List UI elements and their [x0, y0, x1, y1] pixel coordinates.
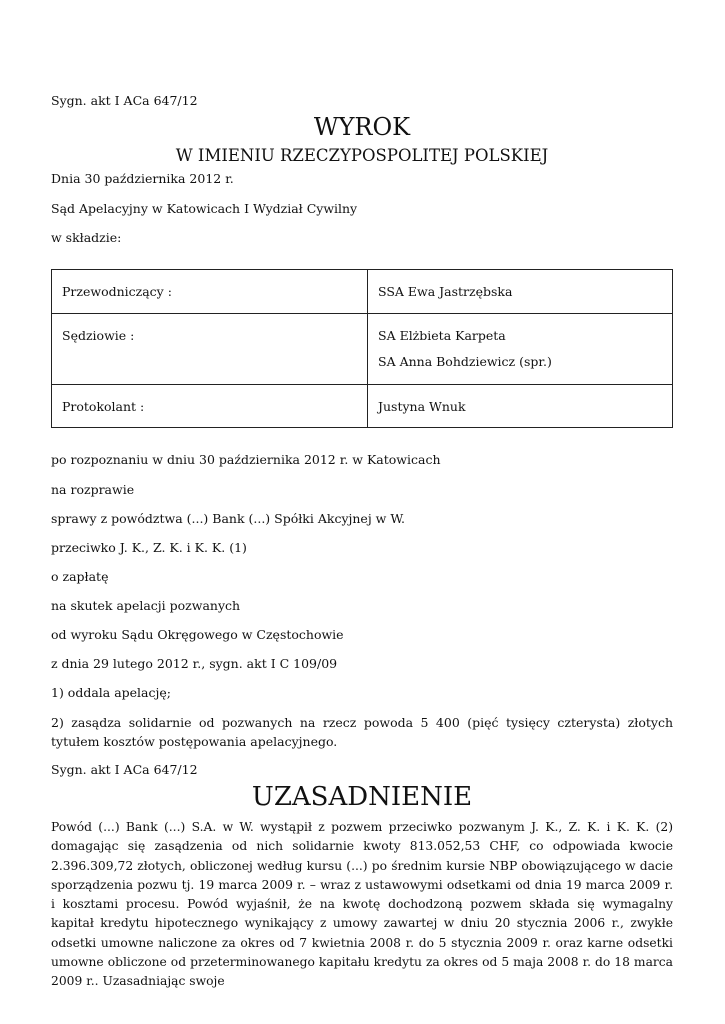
clerk-value-cell — [368, 385, 673, 428]
chair-label-cell — [52, 270, 368, 314]
chair-label: Przewodniczący : — [62, 284, 172, 299]
plaintiff-line: sprawy z powództwa (...) Bank (...) Spółki Akcyjnej w W. — [51, 511, 405, 526]
court-panel-table — [51, 269, 673, 428]
appeal-line: na skutek apelacji pozwanych — [51, 598, 241, 613]
table-row — [52, 385, 673, 428]
lower-court-date-line: z dnia 29 lutego 2012 r., sygn. akt I C 109/09 — [51, 656, 338, 671]
chair-value: SSA Ewa Jastrzębska — [378, 284, 513, 299]
hearing-type-line: na rozprawie — [51, 482, 135, 497]
clerk-label-cell — [52, 385, 368, 428]
judge-2: SA Anna Bohdziewicz (spr.) — [378, 354, 552, 369]
court-name: Sąd Apelacyjny w Katowicach I Wydział Cywilny — [51, 201, 358, 216]
table-row — [52, 314, 673, 385]
chair-value-cell — [368, 270, 673, 314]
judges-label-cell — [52, 314, 368, 385]
case-signature: Sygn. akt I ACa 647/12 — [51, 93, 198, 108]
composition-intro: w składzie: — [51, 230, 122, 245]
table-row — [52, 270, 673, 314]
justification-signature: Sygn. akt I ACa 647/12 — [51, 762, 198, 777]
ruling-point-1: 1) oddala apelację; — [51, 685, 171, 700]
lower-court-line: od wyroku Sądu Okręgowego w Częstochowie — [51, 627, 344, 642]
judges-value-cell — [368, 314, 673, 385]
judge-1: SA Elżbieta Karpeta — [378, 328, 506, 343]
judges-label: Sędziowie : — [62, 328, 135, 343]
ruling-point-2: 2) zasądza solidarnie od pozwanych na rzecz powoda 5 400 (pięć tysięcy czterysta) złotych tytułem kosztów postępowania apelacyjnego. — [51, 715, 673, 749]
document-title: WYROK — [313, 113, 411, 141]
defendants-line: przeciwko J. K., Z. K. i K. K. (1) — [51, 540, 247, 555]
claim-line: o zapłatę — [51, 569, 109, 584]
judgment-date: Dnia 30 października 2012 r. — [51, 171, 234, 186]
justification-paragraph: Powód (...) Bank (...) S.A. w W. wystąpił z pozwem przeciwko pozwanym J. K., Z. K. i K. K. (2) domagając się zasądzenia od nich solidarnie kwoty 813.052,53 CHF, co odpowiada kwocie 2.396.309,72 złotych, obliczonej według kursu (...) po średnim kursie NBP obowiązującego w dacie sporządzenia pozwu tj. 19 marca 2009 r. – wraz z ustawowymi odsetkami od dnia 19 marca 2009 r. i kosztami procesu. Powód wyjaśnił, że na kwotę dochodzoną pozwem składa się wymagalny kapitał kredytu hipotecznego wynikający z umowy zawartej w dniu 20 stycznia 2006 r., zwykłe odsetki umowne naliczone za okres od 7 kwietnia 2008 r. do 5 stycznia 2009 r. oraz karne odsetki umowne obliczone od przeterminowanego kapitału kredytu za okres od 5 maja 2008 r. do 18 marca 2009 r.. Uzasadniając swoje — [51, 820, 673, 989]
hearing-line: po rozpoznaniu w dniu 30 października 2012 r. w Katowicach — [51, 452, 441, 467]
document-subtitle: W IMIENIU RZECZYPOSPOLITEJ POLSKIEJ — [175, 146, 549, 165]
clerk-value: Justyna Wnuk — [378, 399, 466, 414]
justification-title: UZASADNIENIE — [251, 782, 473, 812]
clerk-label: Protokolant : — [62, 399, 145, 414]
